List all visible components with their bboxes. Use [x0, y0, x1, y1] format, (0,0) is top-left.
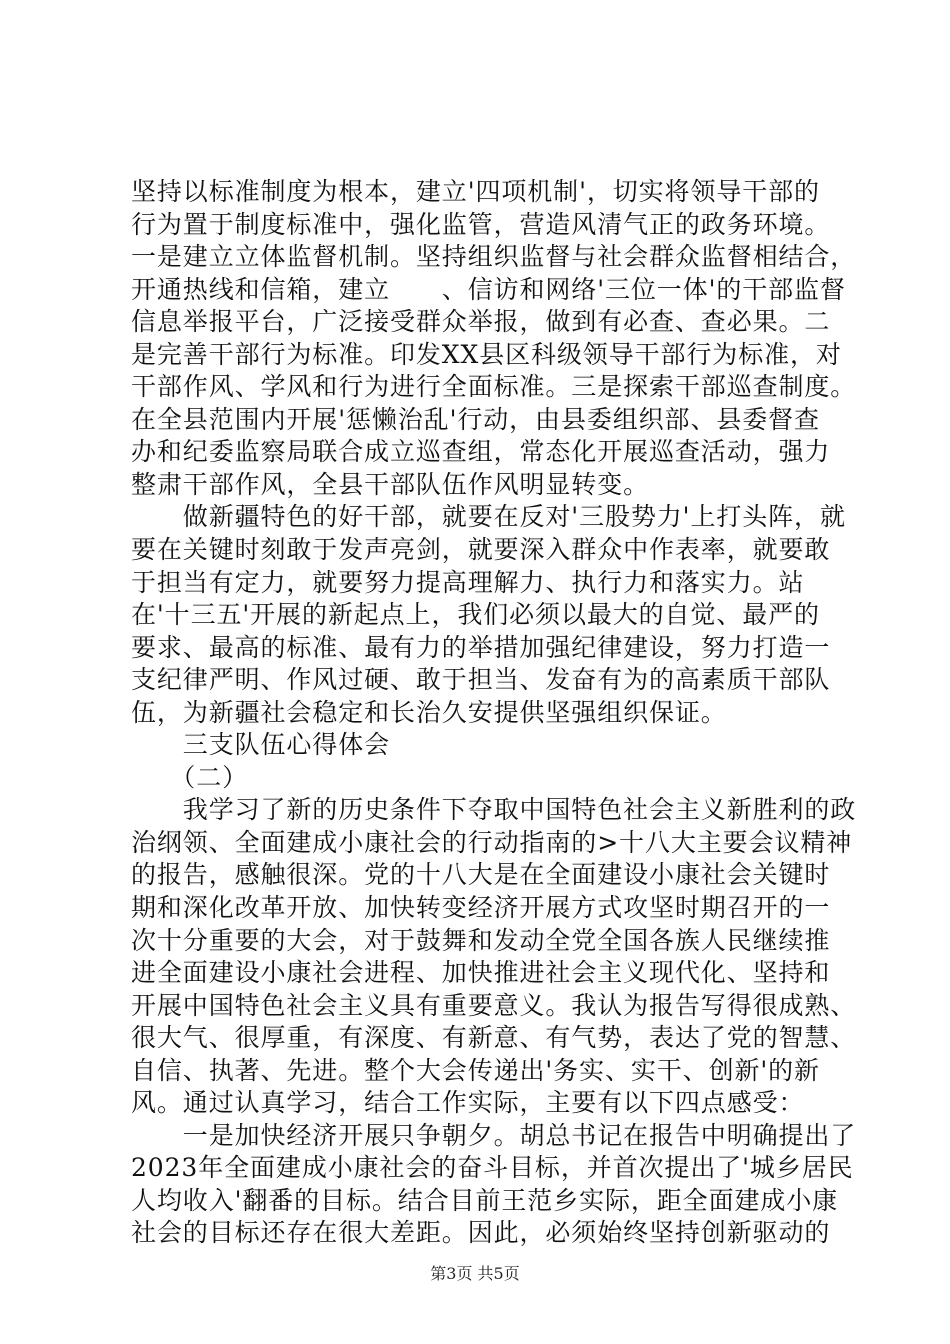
- text-line: 信息举报平台，广泛接受群众举报，做到有必查、查必果。二: [131, 307, 831, 337]
- section-heading: 三支队伍心得体会: [131, 730, 391, 760]
- text-line: 次十分重要的大会，对于鼓舞和发动全党全国各族人民继续推: [131, 925, 831, 955]
- text-line: 开通热线和信箱，建立 、信访和网络'三位一体'的干部监督: [131, 274, 846, 304]
- section-subheading: （二）: [131, 762, 249, 792]
- text-line: 自信、执著、先进。整个大会传递出'务实、实干、创新'的新: [131, 1055, 820, 1085]
- text-line: 治纲领、全面建成小康社会的行动指南的>十八大主要会议精神: [131, 827, 853, 857]
- text-line: 干部作风、学风和行为进行全面标准。三是探索干部巡查制度。: [131, 372, 857, 402]
- text-line: 要求、最高的标准、最有力的举措加强纪律建设，努力打造一: [131, 632, 831, 662]
- text-line: 要在关键时刻敢于发声亮剑，就要深入群众中作表率，就要敢: [131, 535, 831, 564]
- text-line: 于担当有定力，就要努力提高理解力、执行力和落实力。站: [131, 567, 805, 597]
- text-line: 期和深化改革开放、加快转变经济开展方式攻坚时期召开的一: [131, 893, 831, 922]
- text-line: 行为置于制度标准中，强化监管，营造风清气正的政务环境。: [131, 209, 831, 239]
- text-line: 很大气、很厚重，有深度、有新意、有气势，表达了党的智慧、: [131, 1023, 857, 1053]
- text-line: 风。通过认真学习，结合工作实际，主要有以下四点感受：: [131, 1088, 805, 1118]
- text-line: 一是建立立体监督机制。坚持组织监督与社会群众监督相结合，: [131, 242, 857, 272]
- text-line: 的报告，感触很深。党的十八大是在全面建设小康社会关键时: [131, 860, 831, 890]
- text-line: 伍，为新疆社会稳定和长治久安提供坚强组织保证。: [131, 697, 727, 727]
- text-line: 在全县范围内开展'惩懒治乱'行动，由县委组织部、县委督查: [131, 404, 820, 434]
- text-line: 整肃干部作风，全县干部队伍作风明显转变。: [131, 469, 650, 499]
- text-line: 在'十三五'开展的新起点上，我们必须以最大的自觉、最严的: [131, 600, 820, 630]
- text-line: 进全面建设小康社会进程、加快推进社会主义现代化、坚持和: [131, 958, 831, 988]
- text-line: 一是加快经济开展只争朝夕。胡总书记在报告中明确提出了: [131, 1120, 857, 1150]
- text-line: 2023年全面建成小康社会的奋斗目标，并首次提出了'城乡居民: [131, 1153, 854, 1183]
- page-number-footer: 第3页 共5页: [430, 1264, 520, 1283]
- text-line: 我学习了新的历史条件下夺取中国特色社会主义新胜利的政: [131, 795, 857, 825]
- text-line: 办和纪委监察局联合成立巡查组，常态化开展巡查活动，强力: [131, 437, 831, 467]
- text-line: 是完善干部行为标准。印发XX县区科级领导干部行为标准，对: [131, 339, 842, 369]
- text-line: 支纪律严明、作风过硬、敢于担当、发奋有为的高素质干部队: [131, 665, 831, 695]
- text-line: 做新疆特色的好干部，就要在反对'三股势力'上打头阵，就: [131, 502, 846, 532]
- text-line: 开展中国特色社会主义具有重要意义。我认为报告写得很成熟、: [131, 990, 857, 1020]
- text-line: 社会的目标还存在很大差距。因此，必须始终坚持创新驱动的: [131, 1218, 831, 1248]
- text-line: 坚持以标准制度为根本，建立'四项机制'，切实将领导干部的: [131, 177, 820, 206]
- text-line: 人均收入'翻番的目标。结合目前王范乡实际，距全面建成小康: [131, 1185, 839, 1215]
